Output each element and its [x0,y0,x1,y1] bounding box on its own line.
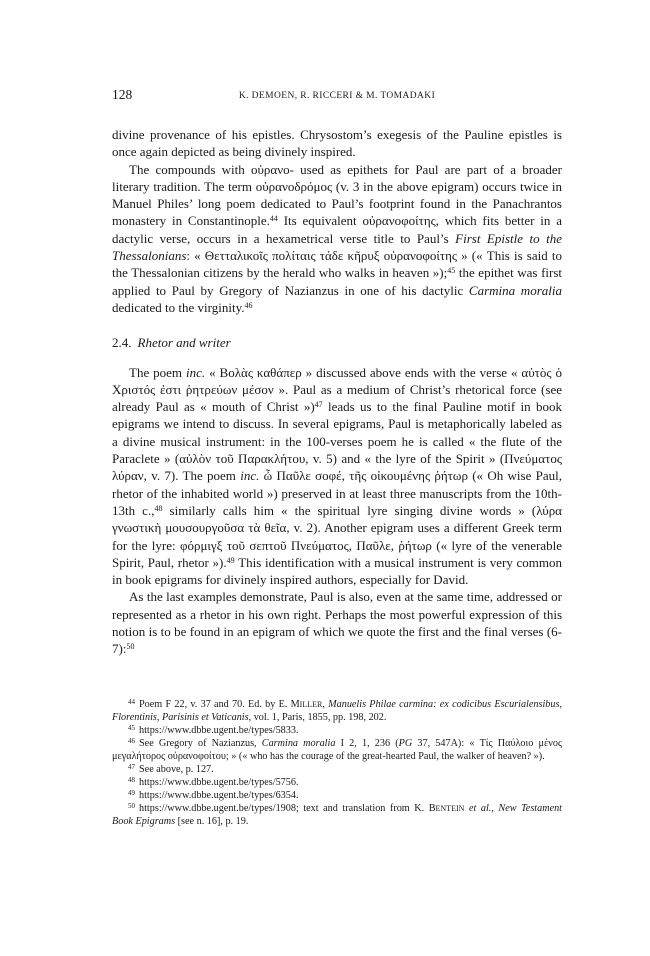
page [112,86,562,828]
footnote-45: $^{45}$ https://www.dbbe.ugent.be/types/5833. [128,723,299,736]
footnote-ref-49[interactable]: 49 [226,555,235,565]
footnote-47: $^{47}$ See above, p. 127. [128,762,214,775]
footnote-48: $^{48}$ https://www.dbbe.ugent.be/types/5756. [128,775,299,788]
footnote-ref-45[interactable]: 45 [447,266,456,276]
footnote-50: $^{50}$ https://www.dbbe.ugent.be/types/1908; text and translation from K. BENTEIN et al., New Testament Book Epigrams [see n. 16], p. 19. [112,801,563,827]
page-header [112,86,562,104]
footnotes [112,698,562,828]
paragraph-3: The poem inc. « Βολὰς καθάπερ » discussed above ends with the verse « αὐτὸς ὁ Χριστός ἐστι ῥητρεύων μέσον ». Paul as a medium of Christ’s rhetorical force (see already Paul as « mouth of Christ »)$^{47}$ leads us to the final Pauline motif in book epigrams we intend to discuss. In several epigrams, Paul is metaphorically labeled as a divine musical instrument: in the 100-verses poem he is called « the flute of the Paraclete » (αὐλὸν τοῦ Παρακλήτου, v. 5) and « the lyre of the Spirit » (Πνεύματος λύραν, v. 7). The poem inc. ὦ Παῦλε σοφέ, τῆς οἰκουμένης ῥήτωρ (« Oh wise Paul, rhetor of the inhabited world ») preserved in at least three manuscripts from the 10th-13th c.,$^{48}$ similarly calls him « the spiritual lyre singing divine words » (λύρα γνωστικὴ μουσουργοῦσα τὰ θεῖα, v. 2). Another epigram uses a different Greek term for the lyre: φόρμιγξ τοῦ σεπτοῦ Πνεύματος, Παῦλε, ῥήτωρ (« lyre of the venerable Spirit, Paul, rhetor »).$^{49}$ This identification with a musical instrument is very common in book epigrams for divinely inspired authors, especially for David. [112,364,563,588]
footnote-ref-50[interactable]: 50 [126,642,135,652]
paragraph-4: As the last examples demonstrate, Paul is also, even at the same time, addressed or represented as a rhetor in his own right. Perhaps the most powerful expression of this notion is to be found in an epigram of which we quote the first and the final verses (6-7):$^{50}$ [112,589,562,657]
footnote-49: $^{49}$ https://www.dbbe.ugent.be/types/6354. [128,788,299,801]
page-number: 128 [112,87,133,102]
section-number: 2.4. [112,335,132,351]
paragraph-2: The compounds with οὐρανο- used as epithets for Paul are part of a broader literary tradition. The term οὐρανοδρόμος (v. 3 in the above epigram) occurs twice in Manuel Philes’ long poem dedicated to Paul’s footprint found in the Panachrantos monastery in Constantinople.$^{44}$ Its equivalent οὐρανοφοίτης, which fits better in a dactylic verse, occurs in a hexametrical verse title to Paul’s First Epistle to the Thessalonians: « Θετταλικοῖς πολίταις τάδε κῆρυξ οὐρανοφοίτης » (« This is said to the Thessalonian citizens by the herald who walks in heaven »);$^{45}$ the epithet was first applied to Paul by Gregory of Nazianzus in one of his dactylic Carmina moralia dedicated to the virginity.$^{46}$ [112,161,563,315]
footnote-ref-46[interactable]: 46 [244,300,253,310]
footnote-ref-48[interactable]: 48 [154,503,163,513]
footnote-44: $^{44}$ Poem F 22, v. 37 and 70. Ed. by E. MILLER, Manuelis Philae carmina: ex codicibus Escurialensibus, Florentinis, Parisinis et Vaticanis, vol. 1, Paris, 1855, pp. 198, 202. [112,697,562,723]
footnote-ref-44[interactable]: 44 [269,214,278,224]
footnote-46: $^{46}$ See Gregory of Nazianzus, Carmina moralia I 2, 1, 236 (PG 37, 547A): « Τίς Παύλοιο μένος μεγαλήτορος οὐρανοφοίτου; » (« who has the courage of the great-hearted Paul, the walker of heaven? »). [112,736,562,762]
paragraph-1: divine provenance of his epistles. Chrysostom’s exegesis of the Pauline epistles is once again depicted as being divinely inspired. [112,127,562,160]
section-title: Rhetor and writer [137,335,231,351]
footnote-link[interactable]: https://www.dbbe.ugent.be/types/5756. [139,776,299,788]
running-title: K. DEMOEN, R. RICCERI & M. TOMADAKI [238,91,436,101]
footnote-link[interactable]: https://www.dbbe.ugent.be/types/6354. [139,789,299,801]
footnote-ref-47[interactable]: 47 [314,400,323,410]
section-heading [112,334,562,351]
footnote-link[interactable]: https://www.dbbe.ugent.be/types/5833. [139,724,299,736]
